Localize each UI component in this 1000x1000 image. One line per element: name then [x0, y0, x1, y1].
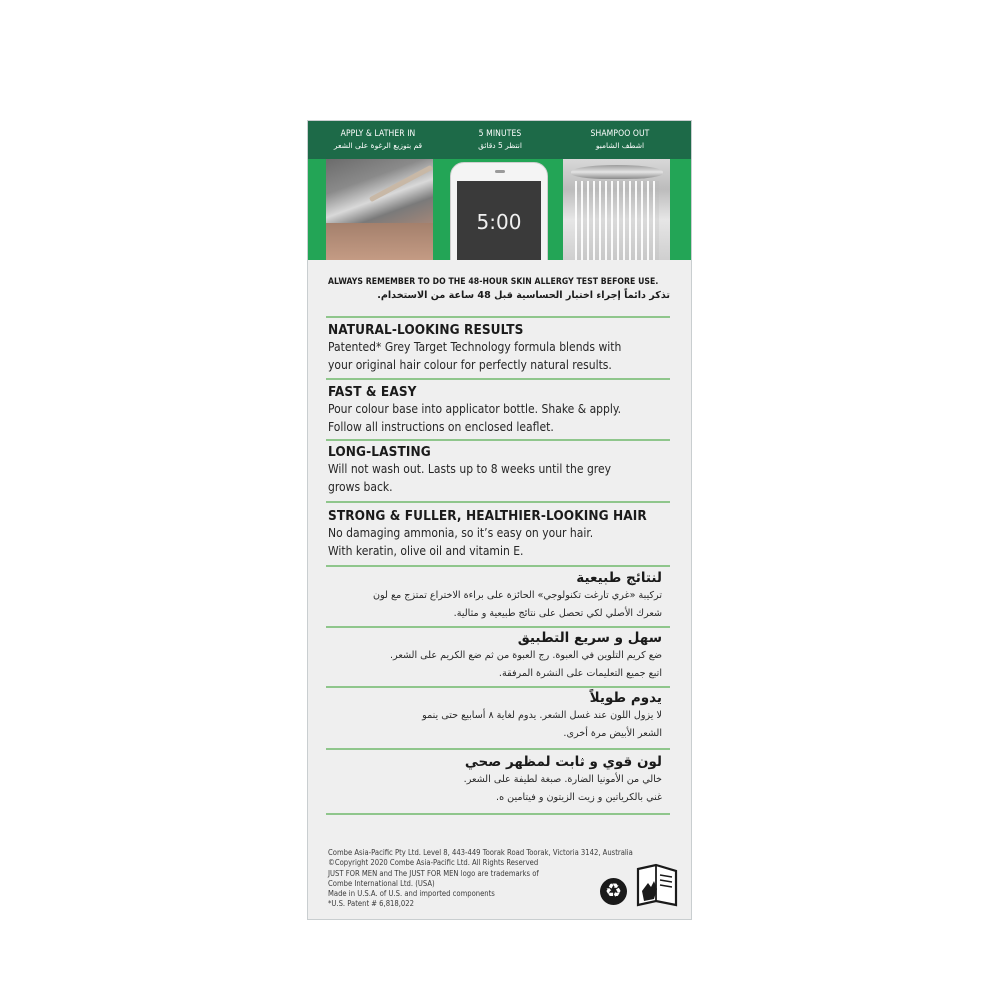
shower-photo [563, 159, 670, 260]
man-face [326, 223, 433, 260]
water-stream [575, 181, 659, 260]
section-natural-ar [326, 570, 662, 622]
section-body-line: With keratin, olive oil and vitamin E. [328, 544, 524, 558]
section-body-line: your original hair colour for perfectly natural results. [328, 358, 612, 372]
section-strong [328, 508, 673, 560]
section-heading-ar: يدوم طويلاً [589, 690, 662, 706]
section-strong-ar [326, 754, 662, 806]
shower-head-icon [571, 165, 663, 179]
step-apply [318, 121, 438, 159]
step-rinse [560, 121, 680, 159]
divider [326, 439, 670, 441]
section-body-line: Pour colour base into applicator bottle. Shake & apply. [328, 402, 621, 416]
section-heading-ar: سهل و سريع التطبيق [517, 630, 662, 646]
phone-timer: 5:00 [457, 181, 541, 260]
section-body-line-ar: اتبع جميع التعليمات على النشرة المرفقة. [498, 668, 662, 679]
section-fast-ar [326, 630, 662, 682]
legal-line: *U.S. Patent # 6,818,022 [328, 899, 414, 909]
step-wait-title: 5 MINUTES [478, 129, 522, 139]
section-body-line-ar: ضع كريم التلوين في العبوة. رج العبوة من ثم ضع الكريم على الشعر. [390, 650, 662, 661]
step-apply-title-ar: قم بتوزيع الرغوة على الشعر [333, 141, 423, 150]
legal-line: Combe Asia-Pacific Pty Ltd. Level 8, 443-449 Toorak Road Toorak, Victoria 3142, Australia [328, 848, 633, 857]
divider [326, 813, 670, 815]
section-heading: LONG-LASTING [328, 444, 431, 460]
phone-speaker [495, 170, 505, 173]
section-body-line: Patented* Grey Target Technology formula blends with [328, 340, 622, 354]
section-body-line-ar: غني بالكرياتين و زيت الزيتون و فيتامين ه. [496, 792, 662, 803]
allergy-warning-ar: تذكر دائماً إجراء اختبار الحساسية قبل 48 ساعة من الاستخدام. [377, 290, 670, 301]
applicator-brush [369, 165, 433, 202]
section-fast [328, 384, 673, 436]
divider [326, 565, 670, 567]
section-long-lasting-ar [326, 690, 662, 742]
divider [326, 378, 670, 380]
section-heading: FAST & EASY [328, 384, 417, 400]
section-body-line-ar: تركيبة «غري تارغت تكنولوجي» الحائزة على براءة الاختراع تمتزج مع لون [373, 590, 662, 601]
phone-image [450, 162, 548, 260]
divider [326, 626, 670, 628]
section-heading-ar: لنتائج طبيعية [576, 570, 662, 586]
section-body-line-ar: خالي من الأمونيا الضارة. صبغة لطيفة على الشعر. [463, 774, 662, 785]
step-wait [440, 121, 560, 159]
timer-photo [446, 159, 553, 260]
divider [326, 748, 670, 750]
step-rinse-title: SHAMPOO OUT [590, 129, 650, 139]
divider [326, 686, 670, 688]
legal-line: ©Copyright 2020 Combe Asia-Pacific Ltd. All Rights Reserved [328, 858, 539, 868]
section-heading: STRONG & FULLER, HEALTHIER-LOOKING HAIR [328, 508, 647, 524]
step-rinse-title-ar: اشطف الشامبو [595, 141, 645, 150]
section-body-line: Will not wash out. Lasts up to 8 weeks until the grey [328, 462, 612, 476]
allergy-warning-en: ALWAYS REMEMBER TO DO THE 48-HOUR SKIN ALLERGY TEST BEFORE USE. [328, 277, 659, 287]
section-body-line: No damaging ammonia, so it’s easy on your hair. [328, 526, 594, 540]
divider [326, 316, 670, 318]
step-apply-title: APPLY & LATHER IN [340, 129, 416, 139]
legal-line: JUST FOR MEN and The JUST FOR MEN logo are trademarks of [328, 868, 539, 878]
section-body-line-ar: الشعر الأبيض مرة أخرى. [563, 728, 662, 739]
section-heading: NATURAL-LOOKING RESULTS [328, 322, 524, 338]
section-body-line-ar: لا يزول اللون عند غسل الشعر. يدوم لغاية ٨ أسابيع حتى ينمو [422, 710, 662, 721]
apply-photo [326, 159, 433, 260]
section-body-line: Follow all instructions on enclosed leaflet. [328, 420, 554, 434]
section-heading-ar: لون قوي و ثابت لمظهر صحي [464, 754, 662, 770]
section-natural [328, 322, 673, 374]
section-body-line-ar: شعرك الأصلي لكي تحصل على نتائج طبيعية و مثالية. [453, 608, 662, 619]
read-instructions-icon [634, 861, 680, 911]
section-body-line: grows back. [328, 480, 393, 494]
step-wait-title-ar: انتظر 5 دقائق [478, 141, 522, 150]
product-panel [307, 120, 692, 920]
section-long-lasting [328, 444, 673, 496]
divider [326, 501, 670, 503]
legal-line: Combe International Ltd. (USA) [328, 878, 435, 888]
allergy-warning [328, 277, 670, 301]
legal-line: Made in U.S.A. of U.S. and imported components [328, 889, 495, 899]
recycle-icon: ♻ [600, 878, 627, 905]
